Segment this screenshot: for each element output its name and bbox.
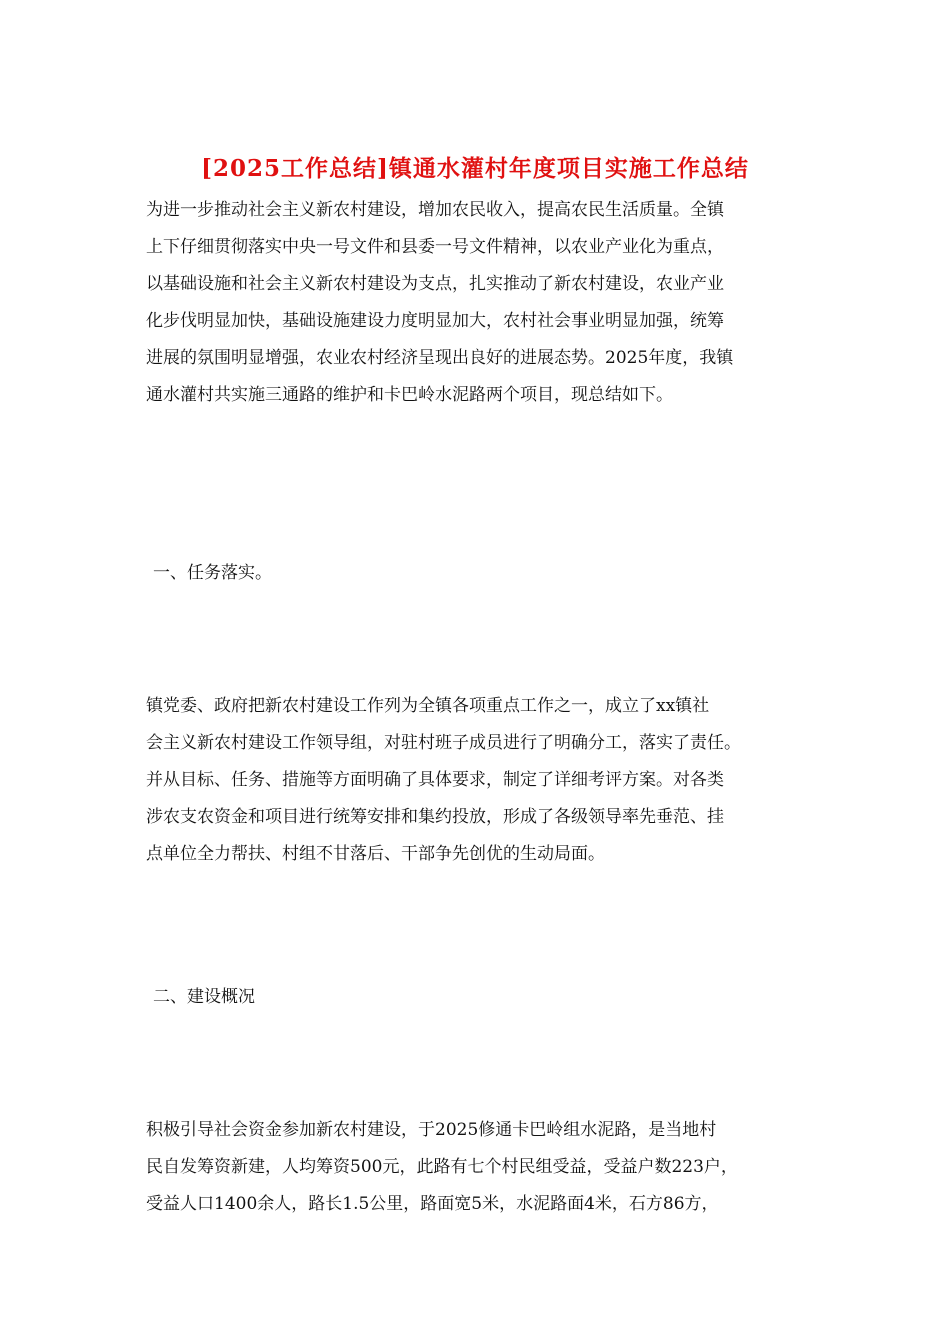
text-line: 受益人口1400余人，路长1.5公里，路面宽5米，水泥路面4米，石方86方， [146,1194,719,1214]
text-line: 民自发筹资新建，人均筹资500元，此路有七个村民组受益，受益户数223户， [146,1157,738,1177]
text-line: 点单位全力帮扶、村组不甘落后、干部争先创优的生动局面。 [146,844,605,864]
text-line: 会主义新农村建设工作领导组，对驻村班子成员进行了明确分工，落实了责任。 [146,733,741,753]
text-line: 化步伐明显加快，基础设施建设力度明显加大，农村社会事业明显加强，统筹 [146,311,724,331]
text-line: 以基础设施和社会主义新农村建设为支点，扎实推动了新农村建设，农业产业 [146,274,724,294]
text-line: 进展的氛围明显增强，农业农村经济呈现出良好的进展态势。2025年度，我镇 [146,348,734,368]
section1-paragraph [146,688,806,873]
text-line: 积极引导社会资金参加新农村建设，于2025修通卡巴岭组水泥路，是当地村 [146,1120,717,1140]
text-line: 并从目标、任务、措施等方面明确了具体要求，制定了详细考评方案。对各类 [146,770,724,790]
text-line: 为进一步推动社会主义新农村建设，增加农民收入，提高农民生活质量。全镇 [146,200,724,220]
text-line: 涉农支农资金和项目进行统筹安排和集约投放，形成了各级领导率先垂范、挂 [146,807,724,827]
section2-paragraph [146,1112,806,1223]
intro-paragraph [146,192,806,414]
document-title: [2025工作总结]镇通水灌村年度项目实施工作总结 [201,155,749,182]
text-line: 通水灌村共实施三通路的维护和卡巴岭水泥路两个项目，现总结如下。 [146,385,673,405]
section-heading-1: 一、任务落实。 [153,563,272,583]
text-line: 镇党委、政府把新农村建设工作列为全镇各项重点工作之一，成立了xx镇社 [146,696,710,716]
text-line: 上下仔细贯彻落实中央一号文件和县委一号文件精神，以农业产业化为重点， [146,237,724,257]
section-heading-2: 二、建设概况 [153,987,255,1007]
